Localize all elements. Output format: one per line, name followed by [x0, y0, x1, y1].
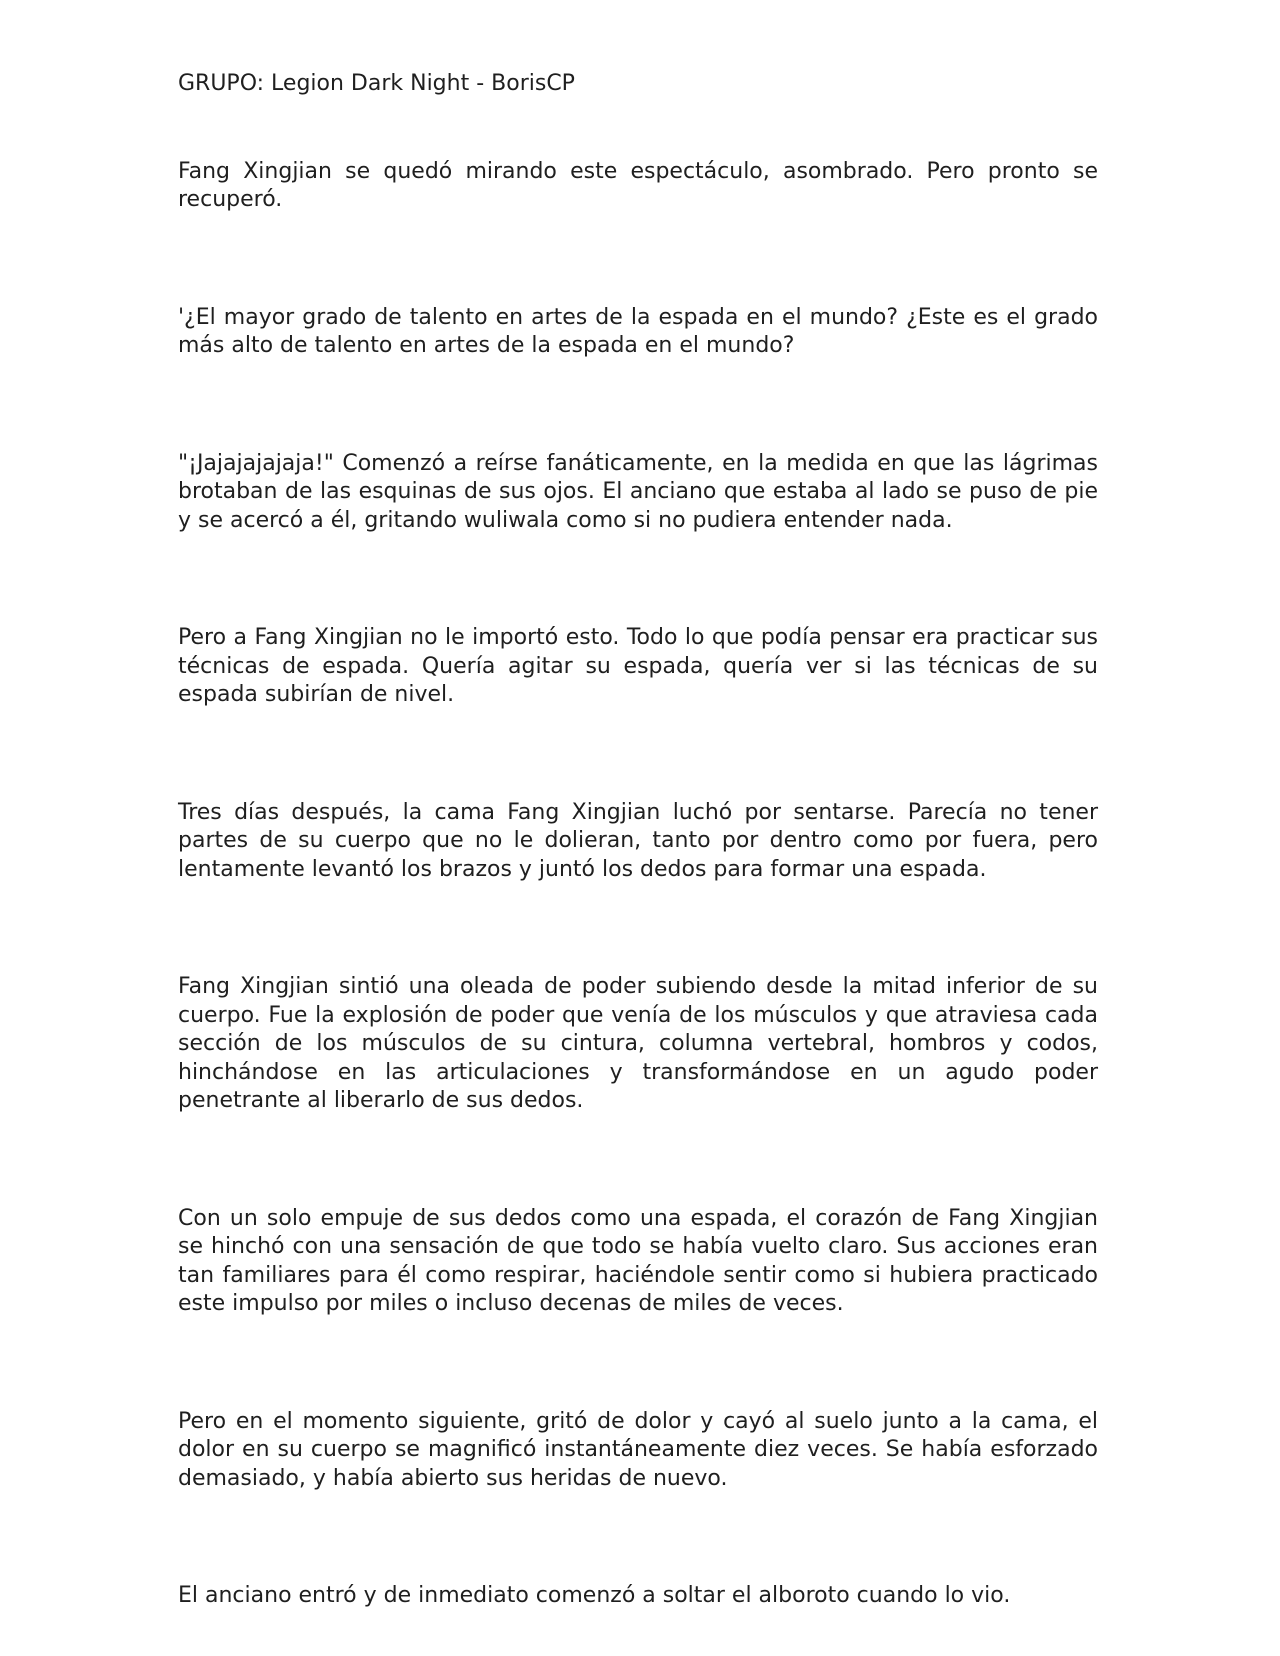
paragraph-2: '¿El mayor grado de talento en artes de la espada en el mundo? ¿Este es el grado más alto de talento en artes de la espada en el mundo?	[178, 304, 1098, 358]
group-header: GRUPO: Legion Dark Night - BorisCP	[178, 71, 575, 96]
paragraph-7: Con un solo empuje de sus dedos como una espada, el corazón de Fang Xingjian se hinchó con una sensación de que todo se había vuelto claro. Sus acciones eran tan familiares para él como respirar, haciéndole sentir como si hubiera practicado este impulso por miles o incluso decenas de miles de veces.	[178, 1205, 1098, 1316]
paragraph-8: Pero en el momento siguiente, gritó de dolor y cayó al suelo junto a la cama, el dolor en su cuerpo se magnificó instantáneamente diez veces. Se había esforzado demasiado, y había abierto sus heridas de nuevo.	[178, 1408, 1098, 1491]
paragraph-3: "¡Jajajajajaja!" Comenzó a reírse fanáticamente, en la medida en que las lágrimas brotaban de las esquinas de sus ojos. El anciano que estaba al lado se puso de pie y se acercó a él, gritando wuliwala como si no pudiera entender nada.	[178, 450, 1098, 533]
paragraph-4: Pero a Fang Xingjian no le importó esto. Todo lo que podía pensar era practicar sus técnicas de espada. Quería agitar su espada, quería ver si las técnicas de su espada subirían de nivel.	[178, 625, 1098, 707]
paragraph-1: Fang Xingjian se quedó mirando este espectáculo, asombrado. Pero pronto se recuperó.	[178, 158, 1098, 212]
paragraph-6: Fang Xingjian sintió una oleada de poder subiendo desde la mitad inferior de su cuerpo. Fue la explosión de poder que venía de los músculos y que atraviesa cada sección de los músculos de su cintura, columna vertebral, hombros y codos, hinchándose en las articulaciones y transformándose en un agudo poder penetrante al liberarlo de sus dedos.	[178, 974, 1098, 1113]
paragraph-9: El anciano entró y de inmediato comenzó a soltar el alboroto cuando lo vio.	[178, 1583, 1011, 1608]
paragraph-5: Tres días después, la cama Fang Xingjian luchó por sentarse. Parecía no tener partes de su cuerpo que no le dolieran, tanto por dentro como por fuera, pero lentamente levantó los brazos y juntó los dedos para formar una espada.	[178, 799, 1098, 882]
document-page	[178, 70, 1098, 1611]
